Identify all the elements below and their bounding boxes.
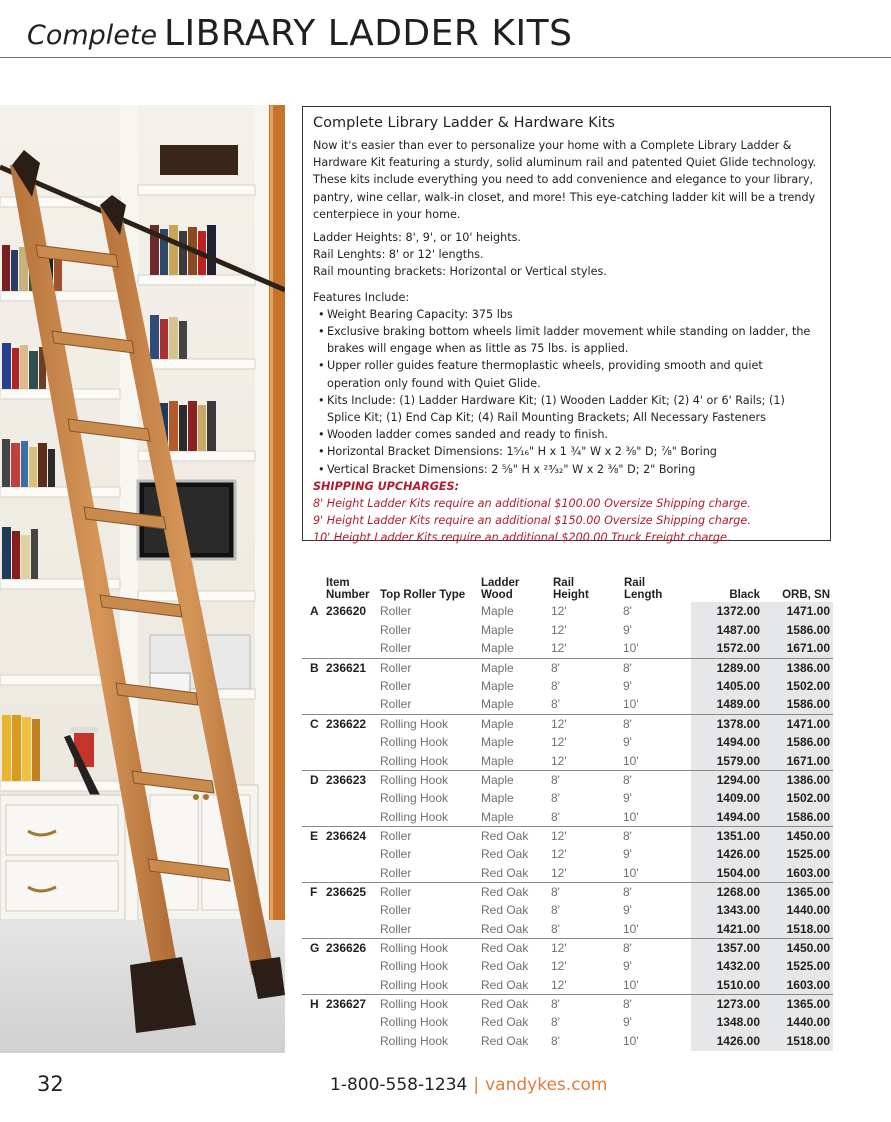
- table-row: [302, 602, 833, 621]
- table-row: [302, 1013, 833, 1032]
- table-header: [302, 574, 833, 602]
- ladder-wood: Maple: [481, 773, 514, 788]
- rail-length: 8': [623, 661, 632, 676]
- price-orb-sn: 1365.00: [786, 997, 830, 1012]
- item-number: 236620: [326, 604, 367, 618]
- price-black: 1372.00: [716, 604, 760, 618]
- price-black: 1421.00: [716, 921, 760, 936]
- ladder-wood: Maple: [481, 641, 514, 656]
- table-body: [302, 602, 833, 1051]
- ladder-wood: Red Oak: [481, 865, 529, 880]
- rail-height: 12': [551, 959, 567, 974]
- website-link[interactable]: vandykes.com: [485, 1075, 608, 1095]
- spec-mounting-brackets: Rail mounting brackets: Horizontal or Vertical styles.: [313, 265, 607, 279]
- price-orb-sn: 1586.00: [786, 697, 830, 712]
- price-black: 1432.00: [716, 959, 760, 974]
- table-row: [302, 882, 833, 901]
- roller-type: Roller: [380, 697, 412, 712]
- ladder-wood: Red Oak: [481, 1015, 529, 1030]
- footer-separator: |: [473, 1075, 480, 1095]
- price-black: 1405.00: [716, 678, 760, 693]
- rail-height: 8': [551, 773, 560, 788]
- price-orb-sn: 1386.00: [786, 773, 830, 788]
- group-letter: F: [310, 885, 318, 900]
- table-row: [302, 733, 833, 752]
- table-row: [302, 770, 833, 789]
- ladder-wood: Red Oak: [481, 921, 529, 936]
- shipping-line: 10' Height Ladder Kits require an additional $200.00 Truck Freight charge.: [313, 531, 731, 545]
- price-black: 1426.00: [716, 846, 760, 861]
- ladder-wood: Maple: [481, 661, 514, 676]
- rail-height: 12': [551, 717, 567, 732]
- roller-type: Rolling Hook: [380, 959, 449, 974]
- table-row: [302, 789, 833, 808]
- rail-length: 10': [623, 809, 639, 824]
- rail-height: 12': [551, 941, 567, 956]
- rail-height: 8': [551, 661, 560, 676]
- ladder-wood: Red Oak: [481, 846, 529, 861]
- feature-item: • Kits Include: (1) Ladder Hardware Kit; (1) Wooden Ladder Kit; (2) 4' or 6' Rails; (1) Splice Kit; (1) End Cap Kit; (4) Rail Mounting Brackets; All Necessary Fasteners: [318, 393, 785, 425]
- rail-height: 12': [551, 753, 567, 768]
- rail-height: 12': [551, 622, 567, 637]
- feature-item: • Weight Bearing Capacity: 375 lbs: [318, 307, 513, 321]
- intro-text: Now it's easier than ever to personalize your home with a Complete Library Ladder & Hardware Kit featuring a sturdy, solid aluminum rail and patented Quiet Glide technology. These kits include everything you need to add convenience and elegance to your library, pantry, wine cellar, walk-in closet, and more! This eye-catching ladder kit will be a trendy centerpiece in your home.: [313, 139, 817, 221]
- price-orb-sn: 1586.00: [786, 809, 830, 824]
- price-black: 1351.00: [716, 829, 760, 844]
- feature-item: • Wooden ladder comes sanded and ready to finish.: [318, 428, 608, 442]
- ladder-wood: Red Oak: [481, 829, 529, 844]
- roller-type: Roller: [380, 903, 412, 917]
- ladder-wood: Red Oak: [481, 977, 529, 992]
- roller-type: Rolling Hook: [380, 790, 449, 805]
- price-orb-sn: 1518.00: [786, 1033, 830, 1048]
- ladder-wood: Red Oak: [481, 959, 529, 974]
- table-row: [302, 901, 833, 920]
- price-orb-sn: 1586.00: [786, 622, 830, 637]
- item-number: 236623: [326, 773, 367, 788]
- roller-type: Roller: [380, 641, 412, 656]
- price-orb-sn: 1386.00: [786, 661, 830, 676]
- group-letter: C: [310, 717, 319, 732]
- rail-length: 8': [623, 773, 632, 788]
- price-black: 1426.00: [716, 1033, 760, 1048]
- rail-length: 9': [623, 734, 632, 749]
- price-black: 1504.00: [716, 865, 760, 880]
- price-orb-sn: 1440.00: [786, 903, 830, 917]
- item-number: 236624: [326, 829, 367, 844]
- table-row: [302, 695, 833, 714]
- price-black: 1409.00: [716, 790, 760, 805]
- group-letter: A: [310, 604, 319, 618]
- table-row: [302, 957, 833, 976]
- price-black: 1357.00: [716, 941, 760, 956]
- price-orb-sn: 1603.00: [786, 865, 830, 880]
- price-orb-sn: 1471.00: [786, 604, 830, 618]
- table-row: [302, 976, 833, 995]
- ladder-wood: Maple: [481, 717, 514, 732]
- roller-type: Roller: [380, 661, 412, 676]
- features-list: [313, 306, 820, 478]
- header-rule: [0, 57, 891, 58]
- price-black: 1273.00: [716, 997, 760, 1012]
- rail-length: 9': [623, 959, 632, 974]
- feature-item: • Vertical Bracket Dimensions: 2 ⅝" H x ²³⁄₃₂" W x 2 ⅜" D; 2" Boring: [318, 462, 696, 476]
- item-number: 236627: [326, 997, 367, 1012]
- price-orb-sn: 1586.00: [786, 734, 830, 749]
- page-header: [0, 0, 891, 60]
- header-rail-height: Rail Height: [553, 577, 589, 601]
- price-black: 1494.00: [716, 734, 760, 749]
- info-title: Complete Library Ladder & Hardware Kits: [313, 115, 615, 131]
- rail-height: 8': [551, 1033, 560, 1048]
- price-orb-sn: 1603.00: [786, 977, 830, 992]
- ladder-wood: Red Oak: [481, 885, 529, 900]
- table-row: [302, 1032, 833, 1051]
- rail-height: 8': [551, 885, 560, 900]
- price-orb-sn: 1450.00: [786, 829, 830, 844]
- shipping-line: 8' Height Ladder Kits require an additional $100.00 Oversize Shipping charge.: [313, 497, 751, 511]
- shipping-title: SHIPPING UPCHARGES:: [313, 479, 460, 493]
- roller-type: Rolling Hook: [380, 809, 449, 824]
- roller-type: Rolling Hook: [380, 773, 449, 788]
- feature-item: • Exclusive braking bottom wheels limit ladder movement while standing on ladder, the brakes will engage when as little as 75 lbs. is applied.: [318, 325, 811, 356]
- group-letter: G: [310, 941, 320, 956]
- rail-height: 8': [551, 997, 560, 1012]
- roller-type: Rolling Hook: [380, 1015, 449, 1030]
- table-row: [302, 714, 833, 733]
- price-orb-sn: 1502.00: [786, 678, 830, 693]
- ladder-wood: Maple: [481, 697, 514, 712]
- item-number: 236626: [326, 941, 367, 956]
- roller-type: Rolling Hook: [380, 734, 449, 749]
- ladder-wood: Maple: [481, 734, 514, 749]
- price-orb-sn: 1671.00: [786, 753, 830, 768]
- header-roller-type: Top Roller Type: [380, 588, 466, 601]
- price-black: 1489.00: [716, 697, 760, 712]
- item-number: 236622: [326, 717, 367, 732]
- product-info-box: [302, 106, 831, 545]
- rail-height: 8': [551, 1015, 560, 1030]
- rail-length: 8': [623, 604, 632, 618]
- price-orb-sn: 1502.00: [786, 790, 830, 805]
- header-rail-length: Rail Length: [624, 577, 663, 601]
- table-row: [302, 920, 833, 939]
- ladder-wood: Maple: [481, 809, 514, 824]
- rail-height: 12': [551, 604, 567, 618]
- title-italic: Complete: [27, 20, 158, 51]
- table-row: [302, 864, 833, 883]
- rail-length: 9': [623, 790, 632, 805]
- table-row: [302, 938, 833, 957]
- header-item-number: Item Number: [326, 577, 370, 601]
- spec-rail-lengths: Rail Lenghts: 8' or 12' lengths.: [313, 248, 484, 262]
- rail-height: 12': [551, 865, 567, 880]
- feature-item: • Upper roller guides feature thermoplastic wheels, providing smooth and quiet operation only found with Quiet Glide.: [318, 359, 763, 390]
- roller-type: Roller: [380, 885, 412, 900]
- feature-item: • Horizontal Bracket Dimensions: 1⁵⁄₁₆" H x 1 ¾" W x 2 ⅜" D; ⅞" Boring: [318, 445, 717, 459]
- library-ladder-photo: [0, 105, 285, 1053]
- rail-height: 8': [551, 903, 560, 917]
- price-orb-sn: 1450.00: [786, 941, 830, 956]
- rail-height: 8': [551, 697, 560, 712]
- header-black: Black: [729, 588, 760, 601]
- rail-height: 8': [551, 678, 560, 693]
- ladder-wood: Maple: [481, 790, 514, 805]
- roller-type: Rolling Hook: [380, 941, 449, 956]
- table-row: [302, 658, 833, 677]
- group-letter: H: [310, 997, 319, 1012]
- rail-length: 8': [623, 829, 632, 844]
- price-black: 1294.00: [716, 773, 760, 788]
- rail-length: 8': [623, 997, 632, 1012]
- rail-length: 9': [623, 846, 632, 861]
- price-orb-sn: 1471.00: [786, 717, 830, 732]
- roller-type: Rolling Hook: [380, 753, 449, 768]
- rail-length: 10': [623, 865, 639, 880]
- price-black: 1487.00: [716, 622, 760, 637]
- rail-length: 10': [623, 753, 639, 768]
- price-black: 1343.00: [716, 903, 760, 917]
- rail-length: 10': [623, 921, 639, 936]
- roller-type: Rolling Hook: [380, 1033, 449, 1048]
- shipping-line: 9' Height Ladder Kits require an additional $150.00 Oversize Shipping charge.: [313, 514, 751, 528]
- rail-height: 12': [551, 829, 567, 844]
- rail-height: 12': [551, 641, 567, 656]
- table-row: [302, 994, 833, 1013]
- price-orb-sn: 1525.00: [786, 846, 830, 861]
- ladder-wood: Red Oak: [481, 1033, 529, 1048]
- price-orb-sn: 1671.00: [786, 641, 830, 656]
- price-orb-sn: 1518.00: [786, 921, 830, 936]
- roller-type: Roller: [380, 829, 412, 844]
- price-black: 1289.00: [716, 661, 760, 676]
- ladder-wood: Maple: [481, 622, 514, 637]
- price-orb-sn: 1525.00: [786, 959, 830, 974]
- roller-type: Roller: [380, 622, 412, 637]
- price-black: 1378.00: [716, 717, 760, 732]
- rail-length: 8': [623, 717, 632, 732]
- header-ladder-wood: Ladder Wood: [481, 577, 520, 601]
- ladder-wood: Maple: [481, 678, 514, 693]
- rail-length: 9': [623, 622, 632, 637]
- rail-height: 8': [551, 809, 560, 824]
- rail-length: 10': [623, 1033, 639, 1048]
- rail-length: 8': [623, 885, 632, 900]
- ladder-wood: Red Oak: [481, 903, 529, 917]
- roller-type: Rolling Hook: [380, 997, 449, 1012]
- table-row: [302, 845, 833, 864]
- rail-length: 9': [623, 903, 632, 917]
- group-letter: E: [310, 829, 319, 844]
- item-number: 236625: [326, 885, 367, 900]
- table-row: [302, 621, 833, 640]
- price-black: 1268.00: [716, 885, 760, 900]
- table-row: [302, 808, 833, 827]
- header-orb-sn: ORB, SN: [782, 588, 830, 601]
- ladder-wood: Maple: [481, 753, 514, 768]
- table-row: [302, 639, 833, 658]
- roller-type: Roller: [380, 604, 412, 618]
- rail-height: 12': [551, 977, 567, 992]
- rail-height: 8': [551, 790, 560, 805]
- price-orb-sn: 1440.00: [786, 1015, 830, 1030]
- rail-height: 12': [551, 734, 567, 749]
- group-letter: B: [310, 661, 319, 676]
- price-black: 1510.00: [716, 977, 760, 992]
- roller-type: Roller: [380, 865, 412, 880]
- group-letter: D: [310, 773, 319, 788]
- price-black: 1572.00: [716, 641, 760, 656]
- rail-length: 10': [623, 641, 639, 656]
- rail-height: 12': [551, 846, 567, 861]
- page-number: 32: [37, 1072, 64, 1096]
- rail-length: 8': [623, 941, 632, 956]
- roller-type: Rolling Hook: [380, 717, 449, 732]
- rail-length: 9': [623, 678, 632, 693]
- spec-ladder-heights: Ladder Heights: 8', 9', or 10' heights.: [313, 231, 521, 245]
- page-title: LIBRARY LADDER KITS: [164, 13, 573, 54]
- ladder-wood: Red Oak: [481, 941, 529, 956]
- table-row: [302, 826, 833, 845]
- price-orb-sn: 1365.00: [786, 885, 830, 900]
- rail-height: 8': [551, 921, 560, 936]
- ladder-wood: Red Oak: [481, 997, 529, 1012]
- roller-type: Roller: [380, 846, 412, 861]
- price-table: [302, 574, 833, 1051]
- price-black: 1494.00: [716, 809, 760, 824]
- roller-type: Rolling Hook: [380, 977, 449, 992]
- price-black: 1348.00: [716, 1015, 760, 1030]
- features-title: Features Include:: [313, 290, 410, 304]
- footer-contact: [330, 1075, 608, 1095]
- item-number: 236621: [326, 661, 367, 676]
- rail-length: 9': [623, 1015, 632, 1030]
- table-row: [302, 752, 833, 771]
- ladder-wood: Maple: [481, 604, 514, 618]
- rail-length: 10': [623, 697, 639, 712]
- table-row: [302, 677, 833, 696]
- rail-length: 10': [623, 977, 639, 992]
- roller-type: Roller: [380, 678, 412, 693]
- price-black: 1579.00: [716, 753, 760, 768]
- phone-number: 1-800-558-1234: [330, 1075, 468, 1095]
- roller-type: Roller: [380, 921, 412, 936]
